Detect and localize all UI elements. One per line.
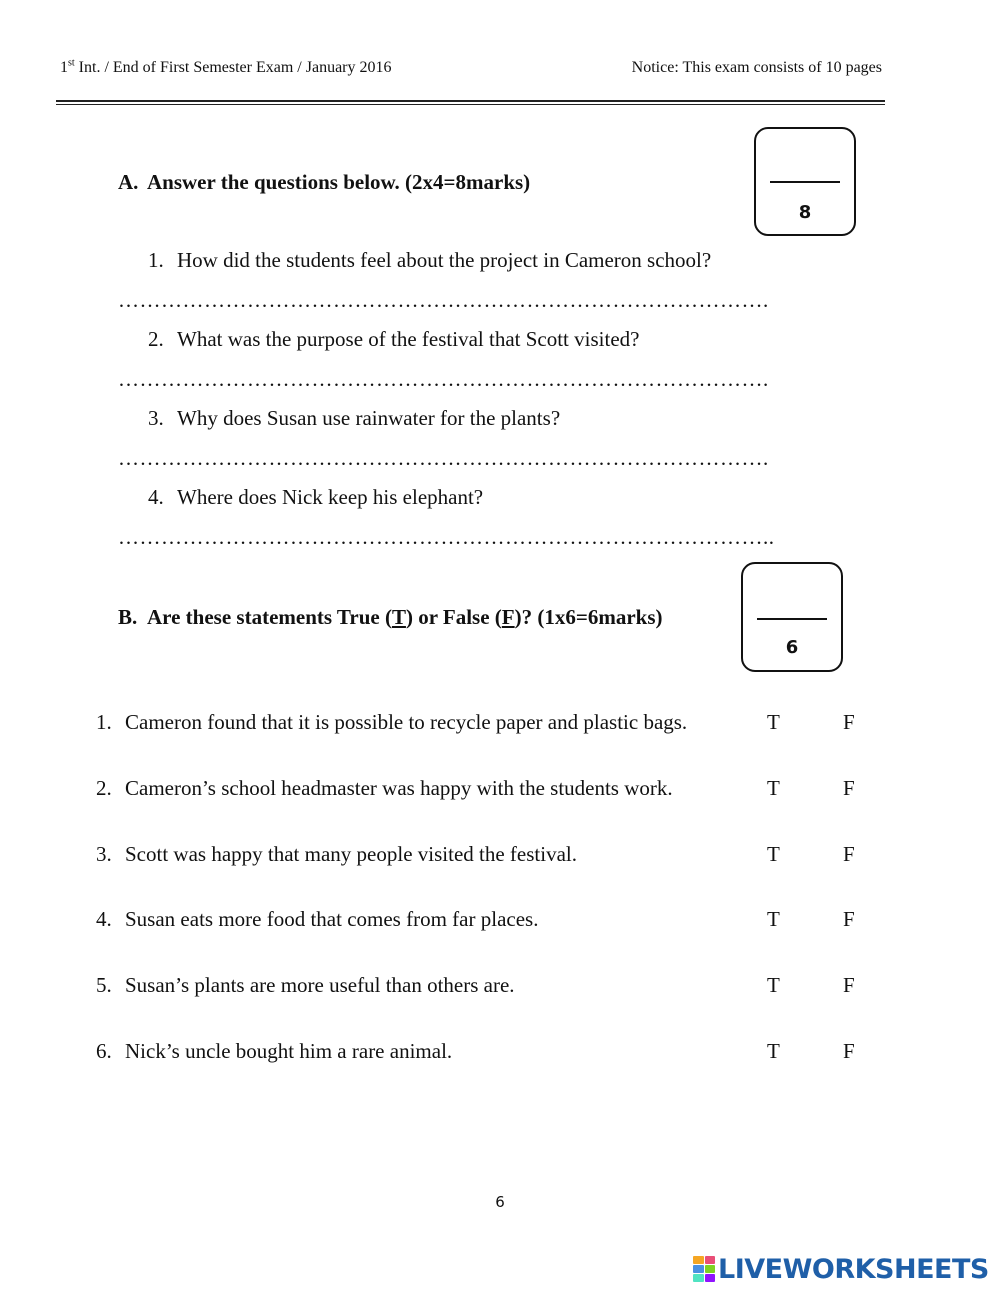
page-number: 6 [495, 1193, 505, 1211]
answer-line-1[interactable]: ………………………………………………………………………………. [118, 288, 769, 312]
statement-4-true-option[interactable]: T [767, 907, 780, 931]
answer-line-4[interactable]: ……………………………………………………………………………….. [118, 525, 775, 549]
header-divider [56, 100, 885, 102]
statement-2-false-option[interactable]: F [843, 776, 855, 800]
section-b-heading: B. Are these statements True (T) or False (F)? (1x6=6marks) [118, 605, 663, 629]
liveworksheets-logo-icon [693, 1256, 715, 1282]
statement-3-false-option[interactable]: F [843, 842, 855, 866]
statement-1-true-option[interactable]: T [767, 710, 780, 734]
statement-5: 5. Susan’s plants are more useful than others are. [96, 973, 515, 997]
statement-6-false-option[interactable]: F [843, 1039, 855, 1063]
section-b-score-total: 6 [785, 637, 799, 658]
statement-1-false-option[interactable]: F [843, 710, 855, 734]
page-count-notice: Notice: This exam consists of 10 pages [631, 59, 882, 76]
liveworksheets-logo[interactable] [693, 1252, 989, 1286]
answer-line-2[interactable]: ………………………………………………………………………………. [118, 367, 769, 391]
question-3: 3. Why does Susan use rainwater for the plants? [148, 406, 561, 430]
statement-6-true-option[interactable]: T [767, 1039, 780, 1063]
score-line [770, 181, 840, 183]
section-a-heading: A. Answer the questions below. (2x4=8marks) [118, 170, 531, 194]
answer-line-3[interactable]: ………………………………………………………………………………. [118, 446, 769, 470]
section-a-score-box[interactable] [754, 127, 856, 236]
statement-3-true-option[interactable]: T [767, 842, 780, 866]
statement-5-true-option[interactable]: T [767, 973, 780, 997]
statement-4: 4. Susan eats more food that comes from far places. [96, 907, 539, 931]
section-a-score-total: 8 [798, 202, 812, 223]
statement-3: 3. Scott was happy that many people visited the festival. [96, 842, 577, 866]
section-b-score-box[interactable] [741, 562, 843, 672]
header-divider-thin [56, 104, 885, 105]
question-4: 4. Where does Nick keep his elephant? [148, 485, 484, 509]
statement-2: 2. Cameron’s school headmaster was happy with the students work. [96, 776, 673, 800]
liveworksheets-wordmark: LIVEWORKSHEETS [718, 1253, 989, 1285]
question-1: 1. How did the students feel about the project in Cameron school? [148, 248, 712, 272]
statement-2-true-option[interactable]: T [767, 776, 780, 800]
statement-6: 6. Nick’s uncle bought him a rare animal. [96, 1039, 453, 1063]
statement-5-false-option[interactable]: F [843, 973, 855, 997]
statement-4-false-option[interactable]: F [843, 907, 855, 931]
question-2: 2. What was the purpose of the festival that Scott visited? [148, 327, 640, 351]
statement-1: 1. Cameron found that it is possible to recycle paper and plastic bags. [96, 710, 688, 734]
exam-title: 1st Int. / End of First Semester Exam / January 2016 [60, 57, 392, 76]
score-line [757, 618, 827, 620]
